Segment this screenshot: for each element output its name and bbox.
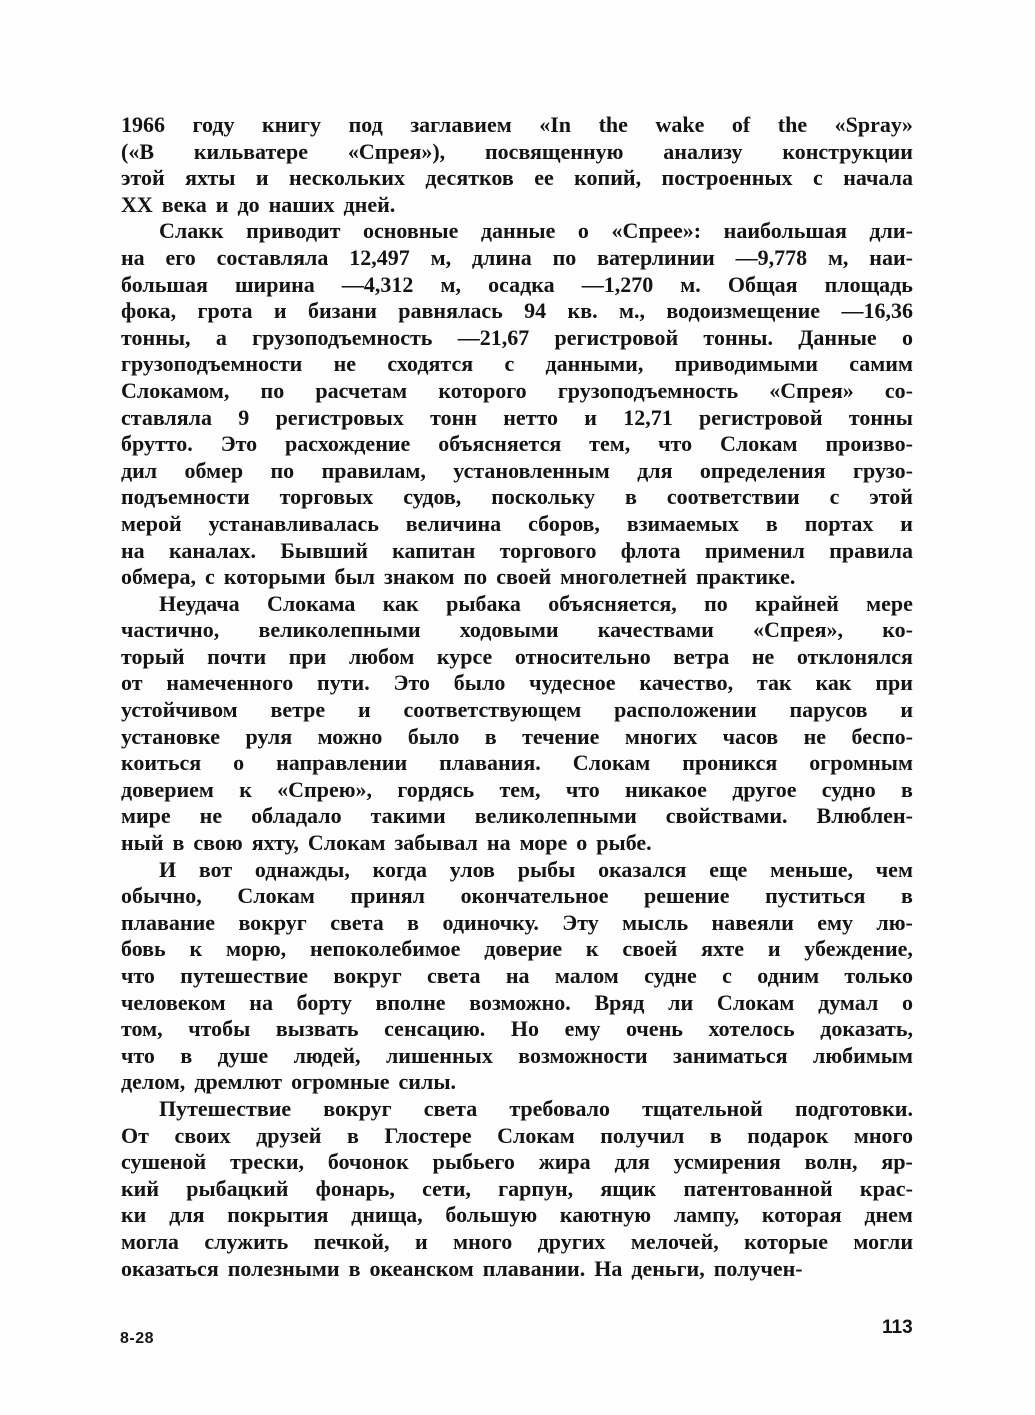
paragraph [121,857,913,1096]
paragraph [121,1096,913,1282]
text-line: доверием к «Спрею», гордясь тем, что никакое другое судно в [121,776,913,802]
text-line: устойчивом ветре и соответствующем расположении парусов и [121,697,913,723]
text-line: обычно, Слокам принял окончательное решение пуститься в [121,883,913,909]
paragraph [121,112,913,218]
text-line: делом, дремлют огромные силы. [121,1069,456,1095]
text-line: («В кильватере «Спрея»), посвященную анализу конструкции [121,138,913,164]
page-number: 113 [882,1317,913,1338]
text-line: Неудача Слокама как рыбака объясняется, по крайней мере [159,590,913,616]
text-line: человеком на борту вполне возможно. Вряд ли Слокам думал о [121,989,913,1015]
text-line: 1966 году книгу под заглавием «In the wake of the «Spray» [121,112,913,137]
text-line: оказаться полезными в океанском плавании. На деньги, получен- [121,1255,803,1281]
text-line: От своих друзей в Глостере Слокам получил в подарок много [121,1122,913,1148]
text-line: ный в свою яхту, Слокам забывал на море о рыбе. [121,830,652,856]
text-line: том, чтобы вызвать сенсацию. Но ему очень хотелось доказать, [121,1016,913,1042]
text-line: что в душе людей, лишенных возможности заниматься любимым [121,1042,913,1068]
text-line: этой яхты и нескольких десятков ее копий, построенных с начала [121,165,913,191]
text-line: тонны, а грузоподъемность —21,67 регистровой тонны. Данные о [121,324,913,350]
text-line: обмера, с которыми был знаком по своей многолетней практике. [121,564,796,590]
text-line: ставляла 9 регистровых тонн нетто и 12,71 регистровой тонны [121,404,913,430]
text-line: мире не обладало такими великолепными свойствами. Влюблен- [121,803,913,829]
text-line: ки для покрытия днища, большую каютную лампу, которая днем [121,1202,913,1228]
text-line: грузоподъемности не сходятся с данными, приводимыми самим [121,351,913,377]
text-line: коиться о направлении плавания. Слокам проникся огромным [121,750,913,776]
text-line: дил обмер по правилам, установленным для определения грузо- [121,457,913,483]
text-line: бовь к морю, непоколебимое доверие к своей яхте и убеждение, [121,936,913,962]
text-line: сушеной трески, бочонок рыбьего жира для усмирения волн, яр- [121,1149,913,1175]
text-line: от намеченного пути. Это было чудесное качество, так как при [121,670,913,696]
text-line: Путешествие вокруг света требовало тщательной подготовки. [159,1095,913,1121]
text-line: установке руля можно было в течение многих часов не беспо- [121,723,913,749]
text-line: фока, грота и бизани равнялась 94 кв. м., водоизмещение —16,36 [121,298,913,324]
text-line: на каналах. Бывший капитан торгового флота применил правила [121,537,913,563]
text-line: что путешествие вокруг света на малом судне с одним только [121,963,913,988]
signature-mark: 8-28 [120,1330,155,1347]
text-line: могла служить печкой, и много других мелочей, которые могли [121,1228,913,1254]
text-line: И вот однажды, когда улов рыбы оказался еще меньше, чем [159,856,913,882]
text-line: Слокамом, по расчетам которого грузоподъемность «Спрея» со- [121,377,913,403]
text-line: XX века и до наших дней. [121,191,396,217]
text-line: торый почти при любом курсе относительно ветра не отклонялся [121,643,913,669]
text-line: кий рыбацкий фонарь, сети, гарпун, ящик патентованной крас- [121,1175,913,1201]
text-line: плавание вокруг света в одиночку. Эту мысль навеяли ему лю- [121,909,913,935]
text-line: частично, великолепными ходовыми качествами «Спрея», ко- [121,617,913,643]
paragraph [121,218,913,590]
text-line: мерой устанавливалась величина сборов, взимаемых в портах и [121,510,913,536]
text-line: на его составляла 12,497 м, длина по ватерлинии —9,778 м, наи- [121,244,913,270]
paragraph [121,591,913,857]
text-line: брутто. Это расхождение объясняется тем, что Слокам произво- [121,431,913,457]
text-line: подъемности торговых судов, поскольку в соответствии с этой [121,484,913,510]
text-line: Слакк приводит основные данные о «Спрее»: наибольшая дли- [159,218,913,244]
text-line: большая ширина —4,312 м, осадка —1,270 м. Общая площадь [121,271,913,297]
body-text [121,112,913,1282]
